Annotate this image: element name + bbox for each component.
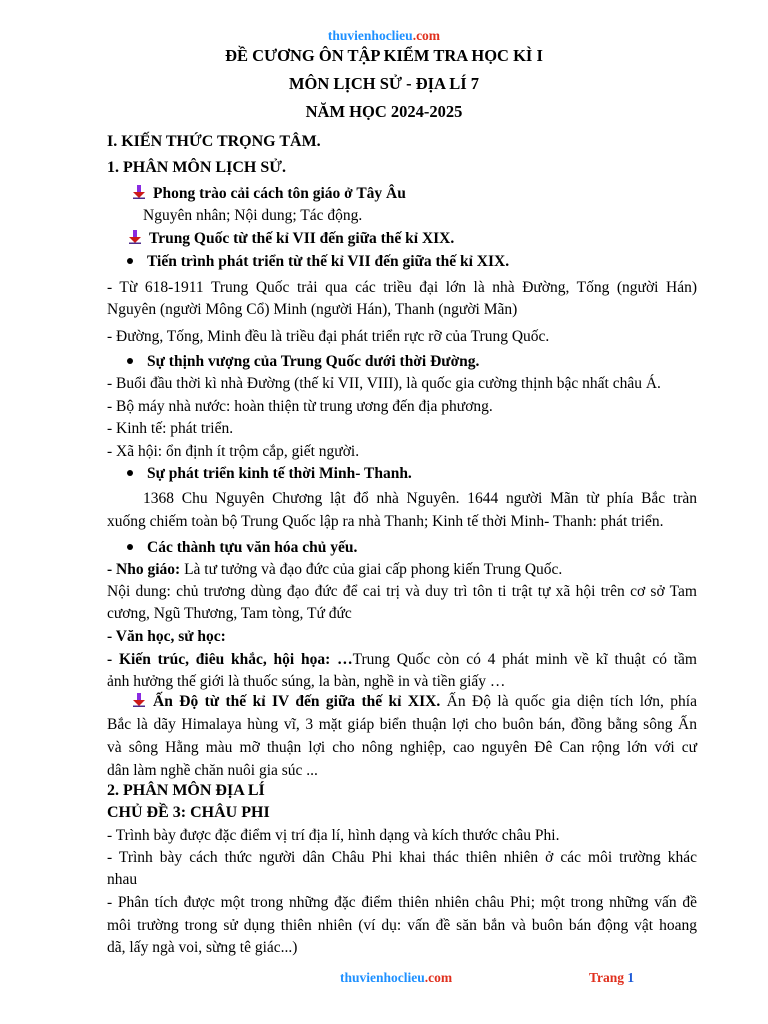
bullet-dot [127,544,133,550]
paragraph-line: môi trường trong sử dụng thiên nhiên (ví dụ: vấn đề săn bắn và buôn bán động vật hoang [107,917,697,934]
bullet-dot [127,358,133,364]
paragraph-line: - Đường, Tống, Minh đều là triều đại phát triển rực rỡ của Trung Quốc. [107,328,550,345]
page-number: Trang 1 [589,970,635,985]
doc-title: ĐỀ CƯƠNG ÔN TẬP KIỂM TRA HỌC KÌ I [225,46,543,65]
down-arrow-icon [127,230,143,244]
paragraph-line: - Buổi đầu thời kì nhà Đường (thế kỉ VII, VIII), là quốc gia cường thịnh bậc nhất châu Á. [107,375,661,392]
paragraph-line: và sông Hằng màu mỡ thuận lợi cho nông nghiệp, cao nguyên Đê Can rộng lớn với cư [107,739,697,756]
topic-body: Nguyên nhân; Nội dung; Tác động. [143,207,363,224]
bullet-item: Sự phát triển kinh tế thời Minh- Thanh. [127,463,717,485]
paragraph-line: - Kiến trúc, điêu khắc, hội họa: …Trung Quốc còn có 4 phát minh về kĩ thuật có tầm [107,651,697,668]
bullet-dot [127,470,133,476]
bullet-dot [127,258,133,264]
paragraph-line: - Nho giáo: Là tư tưởng và đạo đức của giai cấp phong kiến Trung Quốc. [107,561,563,578]
paragraph-line: dã, lấy ngà voi, sừng tê giác...) [107,939,298,956]
paragraph-line: ảnh hưởng thế giới là thuốc súng, la bàn, nghề in và tiền giấy … [107,673,506,690]
down-arrow-icon [131,693,147,707]
paragraph-line: Nội dung: chủ trương dùng đạo đức để cai trị và duy trì tôn ti trật tự xã hội trên cơ sở Tam [107,583,697,600]
paragraph-line: - Văn học, sử học: [107,628,226,645]
footer-brand: thuvienhoclieu.com [340,970,453,985]
paragraph-line: - Xã hội: ổn định ít trộm cắp, giết người. [107,443,360,460]
section-heading: 1. PHÂN MÔN LỊCH SỬ. [107,159,286,176]
doc-year: NĂM HỌC 2024-2025 [305,102,463,121]
doc-subject: MÔN LỊCH SỬ - ĐỊA LÍ 7 [288,74,480,93]
paragraph-line: cương, Ngũ Thương, Tam tòng, Tứ đức [107,605,352,622]
section-heading: 2. PHÂN MÔN ĐỊA LÍ [107,782,265,799]
bullet-item: Sự thịnh vượng của Trung Quốc dưới thời Đường. [127,351,717,373]
section-heading: CHỦ ĐỀ 3: CHÂU PHI [107,804,270,821]
paragraph-line: dân làm nghề chăn nuôi gia súc ... [107,762,318,779]
paragraph-line: - Trình bày cách thức người dân Châu Phi khai thác thiên nhiên ở các môi trường khác [107,849,697,866]
paragraph-line: Bắc là dãy Himalaya hùng vĩ, 3 mặt giáp biển thuận lợi cho buôn bán, đồng bằng sông Ấn [107,716,697,733]
bullet-item: Các thành tựu văn hóa chủ yếu. [127,537,717,559]
down-arrow-icon [131,185,147,199]
topic-item: Trung Quốc từ thế kỉ VII đến giữa thế kỉ XIX. [127,228,717,250]
bullet-item: Tiến trình phát triển từ thế kỉ VII đến giữa thế kỉ XIX. [127,251,717,273]
paragraph-line: - Bộ máy nhà nước: hoàn thiện từ trung ương đến địa phương. [107,398,493,415]
paragraph-line: Nguyên (người Mông Cổ) Minh (người Hán), Thanh (người Mãn) [107,301,518,318]
paragraph-line: nhau [107,871,138,888]
paragraph-line: - Trình bày được đặc điểm vị trí địa lí, hình dạng và kích thước châu Phi. [107,827,560,844]
site-header-brand: thuvienhoclieu.com [327,28,441,43]
paragraph-line: - Kinh tế: phát triển. [107,420,234,437]
paragraph-line: - Phân tích được một trong những đặc điểm thiên nhiên châu Phi; một trong những vấn đề [107,894,697,911]
paragraph-line: xuống chiếm toàn bộ Trung Quốc lập ra nhà Thanh; Kinh tế thời Minh- Thanh: phát triển. [107,513,664,530]
paragraph-line: 1368 Chu Nguyên Chương lật đổ nhà Nguyên. 1644 người Mãn từ phía Bắc tràn [143,490,697,507]
section-heading: I. KIẾN THỨC TRỌNG TÂM. [107,133,321,150]
topic-item: Ấn Độ từ thế kỉ IV đến giữa thế kỉ XIX. Ấn Độ là quốc gia diện tích lớn, phía [131,691,697,713]
topic-item: Phong trào cải cách tôn giáo ở Tây Âu [131,183,721,205]
paragraph-line: - Từ 618-1911 Trung Quốc trải qua các triều đại lớn là nhà Đường, Tống (người Hán) [107,279,697,296]
